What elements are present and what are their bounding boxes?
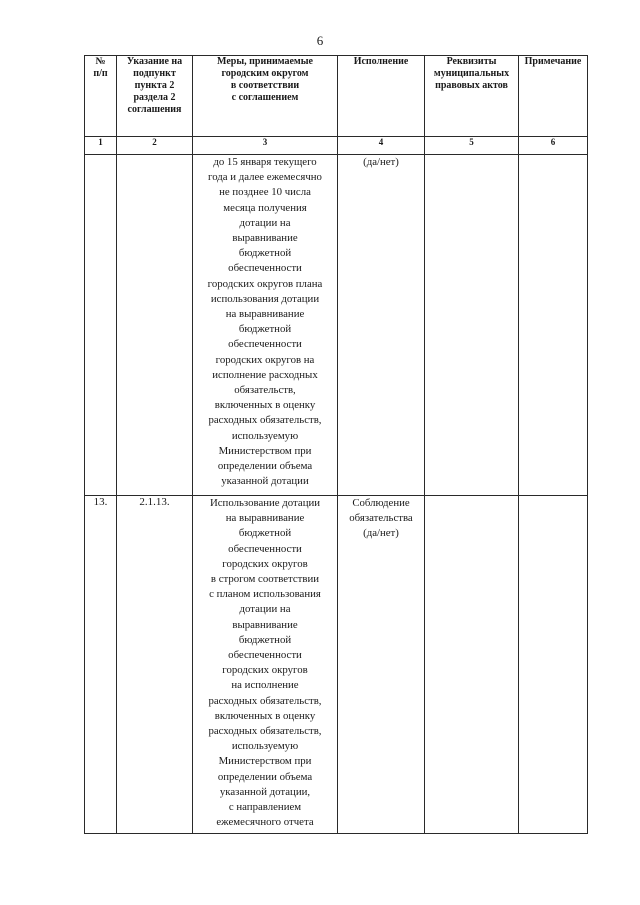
header-clause-reference: Указание на подпункт пункта 2 раздела 2 соглашения bbox=[117, 56, 193, 137]
note-cell bbox=[519, 155, 588, 496]
legal-acts-cell bbox=[425, 155, 519, 496]
column-number: 1 bbox=[85, 137, 117, 155]
column-number: 3 bbox=[193, 137, 338, 155]
column-number: 4 bbox=[338, 137, 425, 155]
header-legal-acts: Реквизиты муниципальных правовых актов bbox=[425, 56, 519, 137]
header-measures: Меры, принимаемые городским округом в соответствии с соглашением bbox=[193, 56, 338, 137]
column-number-row bbox=[85, 137, 588, 155]
clause-cell: 2.1.13. bbox=[117, 496, 193, 834]
note-cell bbox=[519, 496, 588, 834]
table-row bbox=[85, 496, 588, 834]
table-header-row bbox=[85, 56, 588, 137]
execution-cell: Соблюдение обязательства (да/нет) bbox=[338, 496, 425, 834]
row-number-cell bbox=[85, 155, 117, 496]
legal-acts-cell bbox=[425, 496, 519, 834]
table-row bbox=[85, 155, 588, 496]
header-number: № п/п bbox=[85, 56, 117, 137]
header-note: Примечание bbox=[519, 56, 588, 137]
measure-cell: Использование дотации на выравнивание бюджетной обеспеченности городских округов в строгом соответствии с планом использования дотации на выравнивание бюджетной обеспеченности городских округов на исполнение расходных обязательств, включенных в оценку расходных обязательств, используемую Министерством при определении объема указанной дотации, с направлением ежемесячного отчета bbox=[193, 496, 338, 834]
column-number: 6 bbox=[519, 137, 588, 155]
clause-cell bbox=[117, 155, 193, 496]
column-number: 5 bbox=[425, 137, 519, 155]
measure-cell: до 15 января текущего года и далее ежемесячно не позднее 10 числа месяца получения дотации на выравнивание бюджетной обеспеченности городских округов плана использования дотации на выравнивание бюджетной обеспеченности городских округов на исполнение расходных обязательств, включенных в оценку расходных обязательств, используемую Министерством при определении объема указанной дотации bbox=[193, 155, 338, 496]
header-execution: Исполнение bbox=[338, 56, 425, 137]
measures-table bbox=[84, 55, 588, 834]
page-number: 6 bbox=[316, 33, 324, 48]
row-number-cell: 13. bbox=[85, 496, 117, 834]
column-number: 2 bbox=[117, 137, 193, 155]
execution-cell: (да/нет) bbox=[338, 155, 425, 496]
